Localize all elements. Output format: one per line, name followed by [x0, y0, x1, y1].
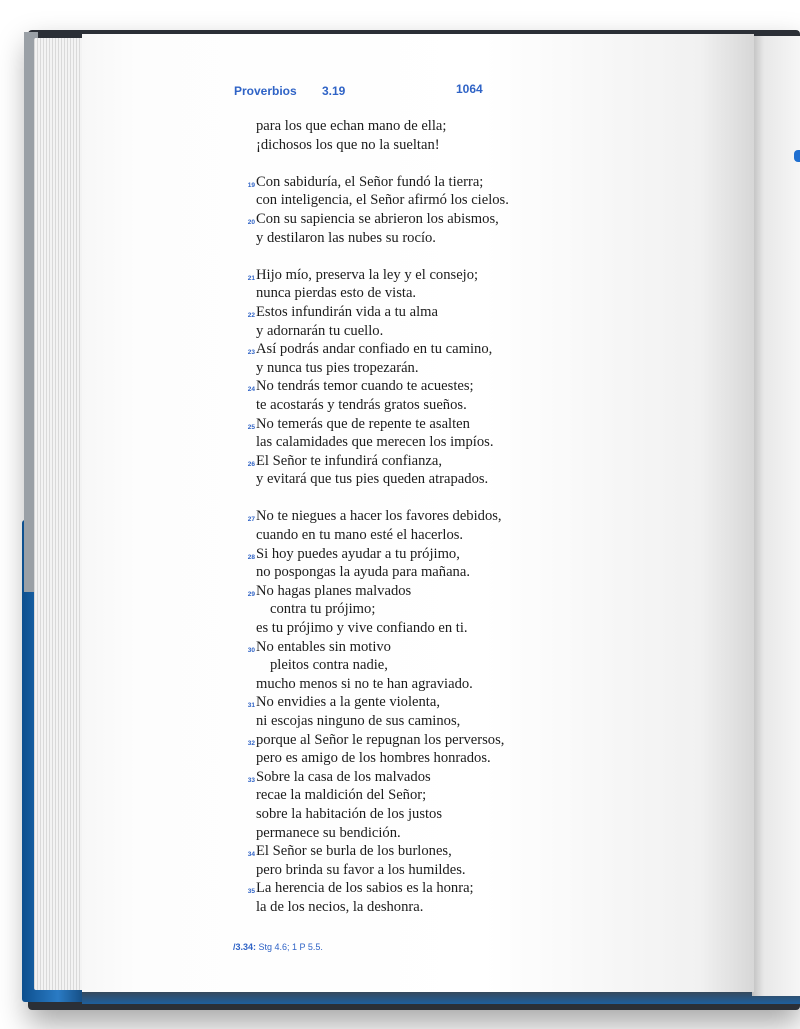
page-number: 1064	[456, 82, 483, 96]
verse-line	[242, 340, 622, 359]
verse-line	[242, 675, 622, 694]
verse-line	[242, 582, 622, 601]
verse-number: 21	[247, 274, 255, 282]
header-book: Proverbios	[234, 84, 297, 98]
verse-line-text: pleitos contra nadie,	[270, 657, 388, 674]
verse-number: 24	[247, 386, 255, 394]
header-reference: 3.19	[322, 84, 346, 98]
verse-line-text: Con su sapiencia se abrieron los abismos,	[256, 210, 499, 227]
stanza-gap	[242, 247, 622, 266]
verse-line	[242, 322, 622, 341]
verse-line-text: Sobre la casa de los malvados	[256, 768, 431, 785]
verse-line	[242, 266, 622, 285]
verse-line-text: Con sabiduría, el Señor fundó la tierra;	[256, 173, 484, 190]
verse-line-text: No hagas planes malvados	[256, 582, 412, 599]
verse-line	[242, 824, 622, 843]
verse-line	[242, 284, 622, 303]
verse-line-text: mucho menos si no te han agraviado.	[256, 675, 473, 692]
verse-number: 22	[247, 311, 255, 319]
verse-line-text: no pospongas la ayuda para mañana.	[256, 564, 470, 581]
verse-number: 35	[247, 888, 255, 896]
verse-line-text: te acostarás y tendrás gratos sueños.	[256, 396, 467, 413]
verse-line	[242, 879, 622, 898]
verse-line-text: ni escojas ninguno de sus caminos,	[256, 713, 461, 729]
verse-number: 27	[247, 516, 255, 524]
verse-line	[242, 136, 622, 155]
verse-line	[242, 638, 622, 657]
verse-line-text: la de los necios, la deshonra.	[256, 898, 424, 915]
verse-line-text: y destilaron las nubes su rocío.	[256, 229, 436, 246]
verse-line-text: cuando en tu mano esté el hacerlos.	[256, 527, 464, 544]
right-page-marker	[794, 150, 800, 162]
verse-line-text: El Señor se burla de los burlones,	[256, 843, 452, 860]
verse-number: 19	[247, 181, 255, 189]
verse-line-text: No temerás que de repente te asalten	[256, 415, 470, 432]
verse-line	[242, 749, 622, 768]
verse-number: 23	[247, 349, 255, 357]
verse-text	[242, 117, 622, 917]
verse-line-text: ¡dichosos los que no la sueltan!	[256, 136, 440, 153]
verse-line-text: y evitará que tus pies queden atrapados.	[256, 471, 489, 488]
verse-line	[242, 768, 622, 787]
right-page	[752, 36, 800, 996]
stanza-gap	[242, 489, 622, 508]
verse-line	[242, 191, 622, 210]
verse-number: 25	[247, 423, 255, 431]
verse-number: 30	[247, 646, 255, 654]
verse-line-text: nunca pierdas esto de vista.	[256, 285, 417, 302]
verse-number: 29	[247, 590, 255, 598]
verse-number: 34	[247, 851, 255, 859]
verse-line-text: con inteligencia, el Señor afirmó los cielos.	[256, 192, 509, 209]
verse-line	[242, 415, 622, 434]
verse-line	[242, 545, 622, 564]
verse-line-text: No tendrás temor cuando te acuestes;	[256, 378, 474, 395]
verse-line-text: No envidies a la gente violenta,	[256, 694, 440, 711]
verse-line	[242, 861, 622, 880]
verse-line-text: No te niegues a hacer los favores debidos,	[256, 508, 502, 525]
verse-line	[242, 805, 622, 824]
verse-line	[242, 786, 622, 805]
verse-line	[242, 470, 622, 489]
verse-line	[242, 526, 622, 545]
verse-number: 31	[247, 702, 255, 710]
verse-line-text: Hijo mío, preserva la ley y el consejo;	[256, 266, 479, 283]
verse-line-text: pero brinda su favor a los humildes.	[256, 861, 466, 878]
verse-line	[242, 210, 622, 229]
verse-line	[242, 693, 622, 712]
verse-line	[242, 396, 622, 415]
verse-line	[242, 712, 622, 731]
verse-line	[242, 563, 622, 582]
running-header	[234, 80, 534, 100]
verse-line-text: Estos infundirán vida a tu alma	[256, 303, 438, 320]
verse-line	[242, 433, 622, 452]
verse-line	[242, 731, 622, 750]
verse-line-text: La herencia de los sabios es la honra;	[256, 880, 474, 897]
verse-line-text: es tu prójimo y vive confiando en ti.	[256, 620, 468, 637]
verse-line-text: Así podrás andar confiado en tu camino,	[256, 341, 493, 358]
verse-line-text: recae la maldición del Señor;	[256, 787, 427, 804]
verse-line	[242, 842, 622, 861]
verse-line-text: las calamidades que merecen los impíos.	[256, 434, 494, 451]
stanza-gap	[242, 154, 622, 173]
verse-line	[242, 117, 622, 136]
footnote-text: Stg 4.6; 1 P 5.5.	[258, 942, 323, 952]
verse-line-text: para los que echan mano de ella;	[256, 118, 447, 134]
verse-line-text: Si hoy puedes ayudar a tu prójimo,	[256, 545, 460, 562]
verse-line-text: porque al Señor le repugnan los perversos,	[256, 731, 505, 748]
verse-line-text: y adornarán tu cuello.	[256, 322, 384, 339]
cover-bottom-edge	[82, 990, 800, 1004]
verse-line	[242, 303, 622, 322]
verse-line	[242, 600, 622, 619]
verse-number: 20	[247, 218, 255, 226]
page-stack	[34, 38, 82, 990]
verse-line	[242, 619, 622, 638]
verse-line-text: contra tu prójimo;	[270, 601, 376, 618]
verse-number: 28	[247, 553, 255, 561]
verse-line-text: y nunca tus pies tropezarán.	[256, 359, 419, 376]
verse-number: 32	[247, 739, 255, 747]
verse-line	[242, 898, 622, 917]
verse-line	[242, 173, 622, 192]
verse-line	[242, 359, 622, 378]
verse-line-text: pero es amigo de los hombres honrados.	[256, 750, 491, 767]
verse-line-text: permanece su bendición.	[256, 824, 401, 841]
verse-number: 26	[247, 460, 255, 468]
verse-line	[242, 507, 622, 526]
verse-number: 33	[247, 776, 255, 784]
footnote	[233, 942, 323, 952]
verse-line-text: No entables sin motivo	[256, 638, 391, 655]
verse-line-text: El Señor te infundirá confianza,	[256, 452, 442, 469]
verse-line-text: sobre la habitación de los justos	[256, 805, 443, 822]
footnote-reference: /3.34:	[233, 942, 257, 952]
verse-line	[242, 656, 622, 675]
verse-line	[242, 377, 622, 396]
verse-line	[242, 229, 622, 248]
verse-line	[242, 452, 622, 471]
